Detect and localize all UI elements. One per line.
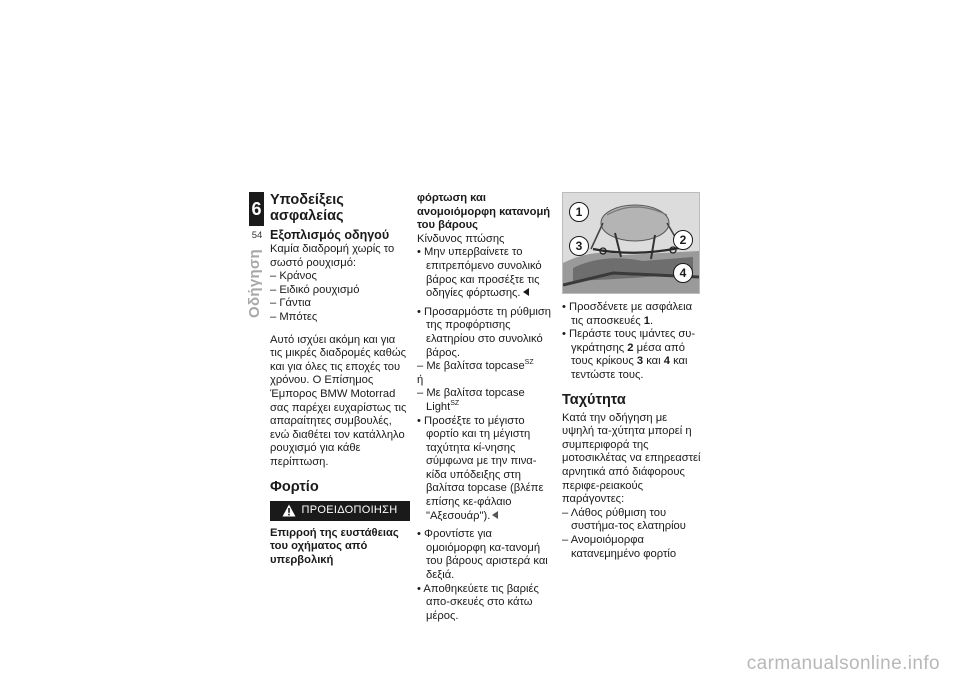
callout-4: 4 — [673, 263, 693, 283]
option-code: SZ — [524, 359, 534, 367]
instruction-bullet: • Προσέξτε το μέγιστο φορτίο και τη μέγιστη ταχύτητα κί-νησης σύμφωνα με την πινα-κίδα υπόδειξης στη βαλίτσα topcase (βλέπε επίσης κε-φάλαιο "Αξεσουάρ"). — [417, 414, 544, 522]
chapter-title-vertical: Οδήγηση — [246, 249, 263, 318]
callout-1: 1 — [569, 202, 589, 222]
section-title-safety: Υποδείξεις ασφαλείας — [270, 192, 344, 224]
warning-title-continued: φόρτωση και ανομοιόμορφη κατανομή του βάρους — [417, 192, 551, 232]
luggage-strap-figure — [562, 192, 700, 294]
equipment-intro: Καμία διαδρομή χωρίς το σωστό ρουχισμό: — [270, 243, 395, 269]
instruction-bullet: • Φροντίστε για ομοιόμορφη κα-τανομή του βάρους αριστερά και δεξιά. — [417, 528, 548, 582]
danger-text: Κίνδυνος πτώσης — [417, 232, 505, 245]
warning-label: ΠΡΟΕΙΔΟΠΟΙΗΣΗ — [301, 503, 398, 516]
column-3 — [562, 192, 702, 561]
heading-speed: Ταχύτητα — [562, 391, 626, 408]
heading-rider-equipment: Εξοπλισμός οδηγού — [270, 228, 390, 242]
equipment-item: – Μπότες — [270, 310, 318, 323]
end-of-warning-icon — [523, 288, 529, 296]
instruction-bullet: • Αποθηκεύετε τις βαριές απο-σκευές στο κάτω μέρος. — [417, 582, 539, 622]
heading-load: Φορτίο — [270, 478, 319, 495]
warning-bullet: • Μην υπερβαίνετε το επιτρεπόμενο συνολικό βάρος και προσέξτε τις οδηγίες φόρτωσης. — [417, 246, 542, 300]
column-2 — [417, 192, 555, 623]
equipment-item: – Κράνος — [270, 270, 317, 283]
callout-2: 2 — [673, 230, 693, 250]
or-text: ή — [417, 373, 424, 386]
instruction-bullet: • Προσαρμόστε τη ρύθμιση της προφόρτισης ελατηρίου στο συνολικό βάρος. — [417, 305, 552, 359]
preload-option: – Με βαλίτσα topcase Light$^{SZ}$ — [417, 387, 525, 413]
speed-paragraph: Κατά την οδήγηση με υψηλή τα-χύτητα μπορεί η συμπεριφορά της μοτοσικλέτας να επηρεαστεί αρνητικά από διάφορους περιφε-ρειακούς παράγοντες: — [562, 411, 701, 506]
page-number: 54 — [251, 230, 263, 241]
callout-3: 3 — [569, 236, 589, 256]
speed-factor-item: – Ανομοιόμορφα κατανεμημένο φορτίο — [562, 533, 677, 560]
column-1 — [270, 192, 410, 567]
equipment-item: – Ειδικό ρουχισμό — [270, 283, 360, 296]
chapter-number-tab: 6 — [249, 192, 264, 226]
equipment-paragraph: Αυτό ισχύει ακόμη και για τις μικρές διαδρομές καθώς και για όλες τις εποχές του χρόνου. Ο Επίσημος Έμπορος BMW Motorrad σας παρέχει ευχαρίστως τις απαραίτητες συμβουλές, ενώ διαθέτει τον κατάλληλο ρουχισμό για κάθε περίπτωση. — [270, 333, 407, 468]
option-code: SZ — [450, 399, 460, 407]
watermark: carmanualsonline.info — [746, 653, 940, 675]
equipment-item: – Γάντια — [270, 297, 311, 310]
warning-banner — [270, 501, 410, 521]
instruction-bullet: • Προσδένετε με ασφάλεια τις αποσκευές 1. — [562, 301, 693, 327]
warning-title: Επιρροή της ευστάθειας του οχήματος από υπερβολική — [270, 526, 399, 566]
preload-option: – Με βαλίτσα topcase$^{SZ}$ — [417, 359, 534, 373]
warning-triangle-icon — [282, 504, 296, 517]
speed-factor-item: – Λάθος ρύθμιση του συστήμα-τος ελατηρίου — [562, 506, 686, 533]
end-of-option-icon — [492, 511, 498, 519]
instruction-bullet: • Περάστε τους ιμάντες συ-γκράτησης 2 μέσα από τους κρίκους 3 και 4 και τεντώστε τους. — [562, 328, 696, 381]
